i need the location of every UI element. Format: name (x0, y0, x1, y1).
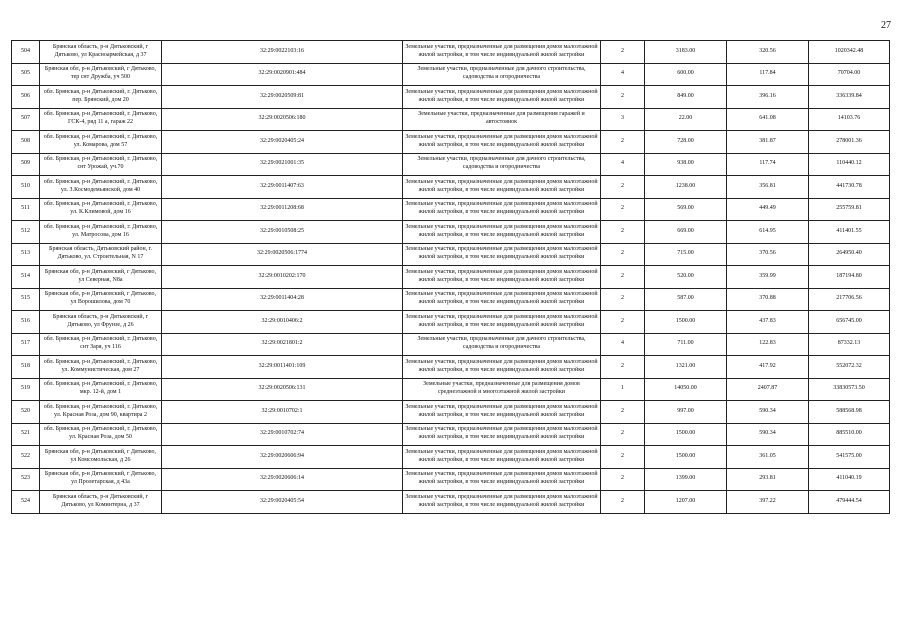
address-cell: Брянская область, р-н Дятьковский, г Дятьково, ул Фрунзе, д 26 (40, 311, 162, 334)
cadastral-number-cell: 32:29:0022103:16 (162, 41, 403, 64)
specific-value-cell: 122.83 (727, 333, 809, 356)
area-cell: 569.00 (645, 198, 727, 221)
cadastral-number-cell: 32:29:0020606:14 (162, 468, 403, 491)
table-row (12, 401, 890, 424)
specific-value-cell: 2407.87 (727, 378, 809, 401)
specific-value-cell: 361.05 (727, 446, 809, 469)
cadastral-value-cell: 885510.00 (809, 423, 890, 446)
cadastral-number-cell: 32:29:0010202:170 (162, 266, 403, 289)
area-cell: 849.00 (645, 86, 727, 109)
group-cell: 2 (601, 288, 645, 311)
row-number: 524 (12, 491, 40, 514)
cadastral-number-cell: 32:29:0010508:25 (162, 221, 403, 244)
land-use-cell: Земельные участки, предназначенные для размещения домов малоэтажной жилой застройки, в том числе индивидуальной жилой застройки (403, 446, 601, 469)
cadastral-value-cell: 336339.84 (809, 86, 890, 109)
address-cell: Брянская обл, р-н Дятьковский, г Дятьково, ул Северная, N8а (40, 266, 162, 289)
cadastral-number-cell: 32:29:0020405:24 (162, 131, 403, 154)
specific-value-cell: 117.84 (727, 63, 809, 86)
group-cell: 2 (601, 176, 645, 199)
specific-value-cell: 117.74 (727, 153, 809, 176)
address-cell: Брянская обл, р-н Дятьковский, г Дятьково, ул Комсомольская, д 26 (40, 446, 162, 469)
row-number: 520 (12, 401, 40, 424)
row-number: 510 (12, 176, 40, 199)
row-number: 505 (12, 63, 40, 86)
group-cell: 2 (601, 356, 645, 379)
row-number: 516 (12, 311, 40, 334)
land-use-cell: Земельные участки, предназначенные для размещения домов малоэтажной жилой застройки, в том числе индивидуальной жилой застройки (403, 401, 601, 424)
cadastral-number-cell: 32:29:0020506:131 (162, 378, 403, 401)
area-cell: 711.00 (645, 333, 727, 356)
group-cell: 4 (601, 63, 645, 86)
land-use-cell: Земельные участки, предназначенные для размещения домов малоэтажной жилой застройки, в том числе индивидуальной жилой застройки (403, 86, 601, 109)
row-number: 506 (12, 86, 40, 109)
row-number: 519 (12, 378, 40, 401)
row-number: 521 (12, 423, 40, 446)
group-cell: 2 (601, 423, 645, 446)
specific-value-cell: 614.95 (727, 221, 809, 244)
table-row (12, 491, 890, 514)
cadastral-value-cell: 552072.32 (809, 356, 890, 379)
table-row (12, 288, 890, 311)
cadastral-value-cell: 441730.78 (809, 176, 890, 199)
cadastral-value-cell: 14103.76 (809, 108, 890, 131)
cadastral-value-cell: 411401.55 (809, 221, 890, 244)
table-row (12, 266, 890, 289)
table-row (12, 378, 890, 401)
cadastral-value-cell: 1020342.48 (809, 41, 890, 64)
land-use-cell: Земельные участки, предназначенные для размещения домов малоэтажной жилой застройки, в том числе индивидуальной жилой застройки (403, 221, 601, 244)
cadastral-value-cell: 87332.13 (809, 333, 890, 356)
group-cell: 2 (601, 468, 645, 491)
land-use-cell: Земельные участки, предназначенные для размещения домов малоэтажной жилой застройки, в том числе индивидуальной жилой застройки (403, 491, 601, 514)
specific-value-cell: 590.34 (727, 401, 809, 424)
table-row (12, 356, 890, 379)
cadastral-number-cell: 32:29:0011407:63 (162, 176, 403, 199)
row-number: 523 (12, 468, 40, 491)
area-cell: 3183.00 (645, 41, 727, 64)
address-cell: обл. Брянская, р-н Дятьковский, г. Дятьково, мкр. 12-й, дом 1 (40, 378, 162, 401)
row-number: 517 (12, 333, 40, 356)
group-cell: 3 (601, 108, 645, 131)
area-cell: 1500.00 (645, 311, 727, 334)
area-cell: 22.00 (645, 108, 727, 131)
area-cell: 715.00 (645, 243, 727, 266)
row-number: 508 (12, 131, 40, 154)
area-cell: 938.00 (645, 153, 727, 176)
cadastral-number-cell: 32:29:0020606:94 (162, 446, 403, 469)
cadastral-number-cell: 32:29:0020509:81 (162, 86, 403, 109)
row-number: 512 (12, 221, 40, 244)
address-cell: обл. Брянская, р-н Дятьковский, г. Дятьково, ул. Матросова, дом 16 (40, 221, 162, 244)
page-number: 27 (881, 20, 891, 31)
land-use-cell: Земельные участки, предназначенные для размещения домов малоэтажной жилой застройки, в том числе индивидуальной жилой застройки (403, 176, 601, 199)
specific-value-cell: 370.88 (727, 288, 809, 311)
address-cell: Брянская обл, р-н Дятьковский, г Дятьково, ул Пролетарская, д 43а (40, 468, 162, 491)
cadastral-number-cell: 32:29:0020506:180 (162, 108, 403, 131)
cadastral-value-cell: 588568.98 (809, 401, 890, 424)
group-cell: 2 (601, 311, 645, 334)
area-cell: 520.00 (645, 266, 727, 289)
specific-value-cell: 359.99 (727, 266, 809, 289)
land-use-cell: Земельные участки, предназначенные для дачного строительства, садоводства и огородничества (403, 153, 601, 176)
address-cell: обл. Брянская, р-н Дятьковский, г. Дятьково, ул. Красная Роза, дом 50 (40, 423, 162, 446)
row-number: 522 (12, 446, 40, 469)
address-cell: обл. Брянская, р-н Дятьковский, г. Дятьково, ул. Коммунистическая, дом 27 (40, 356, 162, 379)
group-cell: 4 (601, 153, 645, 176)
address-cell: обл. Брянская, р-н Дятьковский, г. Дятьково, ул. З.Космодемьянской, дом 40 (40, 176, 162, 199)
table-row (12, 423, 890, 446)
specific-value-cell: 397.22 (727, 491, 809, 514)
area-cell: 1500.00 (645, 446, 727, 469)
specific-value-cell: 417.92 (727, 356, 809, 379)
cadastral-number-cell: 32:29:0011208:68 (162, 198, 403, 221)
land-use-cell: Земельные участки, предназначенные для дачного строительства, садоводства и огородничества (403, 63, 601, 86)
specific-value-cell: 437.83 (727, 311, 809, 334)
cadastral-value-cell: 187194.80 (809, 266, 890, 289)
specific-value-cell: 356.81 (727, 176, 809, 199)
cadastral-value-cell: 110440.12 (809, 153, 890, 176)
specific-value-cell: 396.16 (727, 86, 809, 109)
area-cell: 14050.00 (645, 378, 727, 401)
group-cell: 2 (601, 266, 645, 289)
area-cell: 600.00 (645, 63, 727, 86)
cadastral-number-cell: 32:29:0010406:2 (162, 311, 403, 334)
address-cell: обл. Брянская, р-н Дятьковский, г. Дятьково, снт Урожай, уч.70 (40, 153, 162, 176)
row-number: 504 (12, 41, 40, 64)
land-use-cell: Земельные участки, предназначенные для размещения домов малоэтажной жилой застройки, в том числе индивидуальной жилой застройки (403, 288, 601, 311)
cadastral-value-cell: 411040.19 (809, 468, 890, 491)
row-number: 513 (12, 243, 40, 266)
specific-value-cell: 449.49 (727, 198, 809, 221)
area-cell: 997.00 (645, 401, 727, 424)
cadastral-value-cell: 264950.40 (809, 243, 890, 266)
group-cell: 4 (601, 333, 645, 356)
address-cell: обл. Брянская, р-н Дятьковский, г. Дятьково, ул. Красная Роза, дом 90, квартира 2 (40, 401, 162, 424)
land-use-cell: Земельные участки, предназначенные для размещения домов малоэтажной жилой застройки, в том числе индивидуальной жилой застройки (403, 423, 601, 446)
group-cell: 2 (601, 86, 645, 109)
table-row (12, 86, 890, 109)
group-cell: 2 (601, 41, 645, 64)
group-cell: 2 (601, 401, 645, 424)
land-use-cell: Земельные участки, предназначенные для размещения домов малоэтажной жилой застройки, в том числе индивидуальной жилой застройки (403, 468, 601, 491)
row-number: 507 (12, 108, 40, 131)
table-row (12, 198, 890, 221)
cadastral-number-cell: 32:29:0010702:1 (162, 401, 403, 424)
row-number: 511 (12, 198, 40, 221)
specific-value-cell: 320.56 (727, 41, 809, 64)
table-row (12, 311, 890, 334)
cadastral-number-cell: 32:29:0021801:2 (162, 333, 403, 356)
land-use-cell: Земельные участки, предназначенные для дачного строительства, садоводства и огородничества (403, 333, 601, 356)
specific-value-cell: 641.08 (727, 108, 809, 131)
cadastral-number-cell: 32:29:0021001:35 (162, 153, 403, 176)
specific-value-cell: 370.56 (727, 243, 809, 266)
row-number: 518 (12, 356, 40, 379)
group-cell: 2 (601, 446, 645, 469)
group-cell: 2 (601, 491, 645, 514)
land-use-cell: Земельные участки, предназначенные для размещения гаражей и автостоянок (403, 108, 601, 131)
address-cell: Брянская обл, р-н Дятьковский, г Дятьково, тер снт Дружба, уч 500 (40, 63, 162, 86)
table-row (12, 243, 890, 266)
land-use-cell: Земельные участки, предназначенные для размещения домов малоэтажной жилой застройки, в том числе индивидуальной жилой застройки (403, 243, 601, 266)
address-cell: Брянская область, Дятьковский район, г. Дятьково, ул. Строительная, N 17 (40, 243, 162, 266)
land-use-cell: Земельные участки, предназначенные для размещения домов малоэтажной жилой застройки, в том числе индивидуальной жилой застройки (403, 131, 601, 154)
address-cell: обл. Брянская, р-н Дятьковский, г. Дятьково, ул. К.Климовой, дом 16 (40, 198, 162, 221)
table-row (12, 176, 890, 199)
group-cell: 2 (601, 221, 645, 244)
table-row (12, 333, 890, 356)
row-number: 515 (12, 288, 40, 311)
table-row (12, 108, 890, 131)
group-cell: 2 (601, 131, 645, 154)
address-cell: обл. Брянская, р-н Дятьковский, г. Дятьково, ГСК-4, ряд 11 а, гараж 22 (40, 108, 162, 131)
area-cell: 1500.00 (645, 423, 727, 446)
specific-value-cell: 293.81 (727, 468, 809, 491)
address-cell: Брянская область, р-н Дятьковский, г Дятьково, ул Красноармейская, д 37 (40, 41, 162, 64)
cadastral-value-cell: 656745.00 (809, 311, 890, 334)
cadastral-number-cell: 32:29:0011404:28 (162, 288, 403, 311)
row-number: 509 (12, 153, 40, 176)
cadastral-value-cell: 33830573.50 (809, 378, 890, 401)
row-number: 514 (12, 266, 40, 289)
table-row (12, 446, 890, 469)
area-cell: 1321.00 (645, 356, 727, 379)
area-cell: 728.00 (645, 131, 727, 154)
cadastral-value-cell: 541575.00 (809, 446, 890, 469)
cadastral-value-cell: 479444.54 (809, 491, 890, 514)
group-cell: 1 (601, 378, 645, 401)
cadastral-number-cell: 32:29:0020901:484 (162, 63, 403, 86)
group-cell: 2 (601, 243, 645, 266)
cadastral-value-cell: 278001.36 (809, 131, 890, 154)
land-use-cell: Земельные участки, предназначенные для размещения домов малоэтажной жилой застройки, в том числе индивидуальной жилой застройки (403, 198, 601, 221)
table-row (12, 468, 890, 491)
land-use-cell: Земельные участки, предназначенные для размещения домов малоэтажной жилой застройки, в том числе индивидуальной жилой застройки (403, 356, 601, 379)
cadastral-value-cell: 255759.81 (809, 198, 890, 221)
table-row (12, 131, 890, 154)
cadastral-number-cell: 32:29:0010702:74 (162, 423, 403, 446)
table-body (12, 41, 890, 514)
area-cell: 1399.00 (645, 468, 727, 491)
address-cell: Брянская обл, р-н Дятьковский, г Дятьково, ул Ворошилова, дом 70 (40, 288, 162, 311)
land-use-cell: Земельные участки, предназначенные для размещения домов малоэтажной жилой застройки, в том числе индивидуальной жилой застройки (403, 311, 601, 334)
area-cell: 1238.00 (645, 176, 727, 199)
table-row (12, 153, 890, 176)
table-row (12, 63, 890, 86)
land-use-cell: Земельные участки, предназначенные для размещения домов малоэтажной жилой застройки, в том числе индивидуальной жилой застройки (403, 266, 601, 289)
address-cell: обл. Брянская, р-н Дятьковский, г. Дятьково, снт Заря, уч 116 (40, 333, 162, 356)
cadastral-number-cell: 32:29:0020506:1774 (162, 243, 403, 266)
area-cell: 669.00 (645, 221, 727, 244)
table-row (12, 41, 890, 64)
area-cell: 587.00 (645, 288, 727, 311)
cadastral-value-cell: 70704.00 (809, 63, 890, 86)
specific-value-cell: 381.87 (727, 131, 809, 154)
address-cell: обл. Брянская, р-н Дятьковский, г. Дятьково, ул. Комарова, дом 57 (40, 131, 162, 154)
specific-value-cell: 590.34 (727, 423, 809, 446)
land-use-cell: Земельные участки, предназначенные для размещения домов малоэтажной жилой застройки, в том числе индивидуальной жилой застройки (403, 41, 601, 64)
address-cell: обл. Брянская, р-н Дятьковский, г. Дятьково, пер. Брянский, дом 20 (40, 86, 162, 109)
cadastral-number-cell: 32:29:0011401:109 (162, 356, 403, 379)
group-cell: 2 (601, 198, 645, 221)
cadastral-value-table (11, 40, 890, 514)
area-cell: 1207.00 (645, 491, 727, 514)
cadastral-number-cell: 32:29:0020405:54 (162, 491, 403, 514)
land-use-cell: Земельные участки, предназначенные для размещения домов среднеэтажной и многоэтажной жилой застройки (403, 378, 601, 401)
address-cell: Брянская область, р-н Дятьковский, г Дятьково, ул Коминтерна, д 37 (40, 491, 162, 514)
cadastral-value-cell: 217706.56 (809, 288, 890, 311)
table-row (12, 221, 890, 244)
